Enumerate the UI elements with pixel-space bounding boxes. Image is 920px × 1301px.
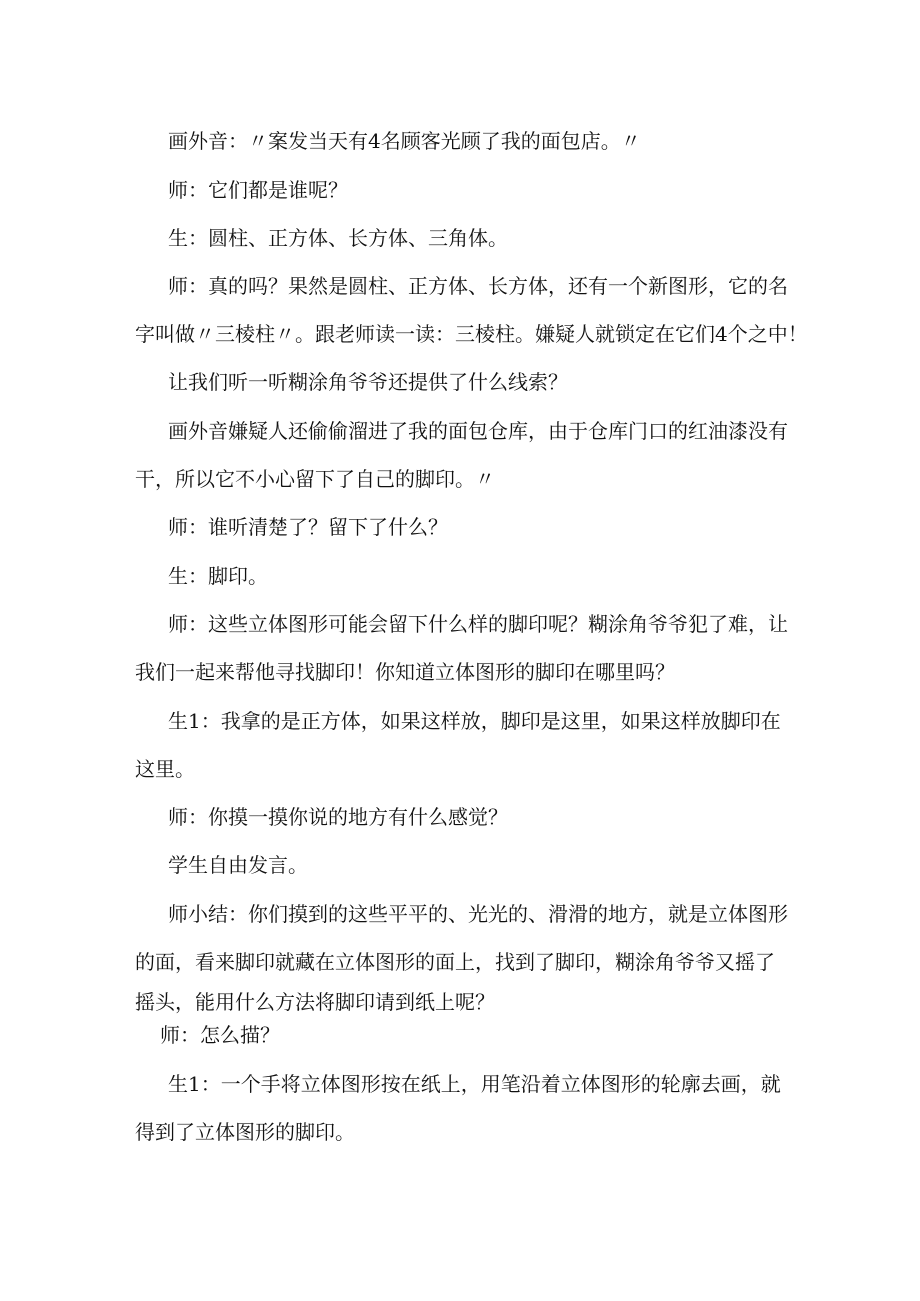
paragraph-narration-warehouse-line2: 干，所以它不小心留下了自己的脚印。〃 [135,467,495,491]
paragraph-student-footprint: 生：脚印。 [168,564,268,588]
paragraph-teacher-heard: 师：谁听清楚了？留下了什么？ [168,515,448,539]
paragraph-student-answer: 生：圆柱、正方体、长方体、三角体。 [168,226,508,250]
paragraph-teacher-prism-line1: 师：真的吗？果然是圆柱、正方体、长方体，还有一个新图形，它的名 [168,274,788,298]
paragraph-student1-trace-line2: 得到了立体图形的脚印。 [135,1120,355,1144]
paragraph-free-speech: 学生自由发言。 [168,853,308,877]
paragraph-teacher-summary-line1: 师小结：你们摸到的这些平平的、光光的、滑滑的地方，就是立体图形 [168,902,788,926]
paragraph-teacher-footprints-line1: 师：这些立体图形可能会留下什么样的脚印呢？糊涂角爷爷犯了难，让 [168,612,788,636]
paragraph-teacher-summary-line3: 摇头，能用什么方法将脚印请到纸上呢？ [135,990,495,1014]
paragraph-teacher-prism-line2: 字叫做〃三棱柱〃。跟老师读一读：三棱柱。嫌疑人就锁定在它们4个之中！ [135,322,808,346]
paragraph-teacher-how-trace: 师：怎么描？ [160,1023,280,1047]
paragraph-teacher-touch: 师：你摸一摸你说的地方有什么感觉？ [168,805,508,829]
paragraph-student1-trace-line1: 生1：一个手将立体图形按在纸上，用笔沿着立体图形的轮廓去画，就 [168,1072,781,1096]
paragraph-student1-cube-line2: 这里。 [135,757,195,781]
paragraph-student1-cube-line1: 生1：我拿的是正方体，如果这样放，脚印是这里，如果这样放脚印在 [168,709,781,733]
paragraph-teacher-question: 师：它们都是谁呢？ [168,178,348,202]
paragraph-clue-prompt: 让我们听一听糊涂角爷爷还提供了什么线索？ [168,370,568,394]
paragraph-teacher-summary-line2: 的面，看来脚印就藏在立体图形的面上，找到了脚印，糊涂角爷爷又摇了 [135,950,775,974]
paragraph-narration-intro: 画外音：〃案发当天有4名顾客光顾了我的面包店。〃 [168,129,641,153]
paragraph-narration-warehouse-line1: 画外音嫌疑人还偷偷溜进了我的面包仓库，由于仓库门口的红油漆没有 [168,419,788,443]
paragraph-teacher-footprints-line2: 我们一起来帮他寻找脚印！你知道立体图形的脚印在哪里吗？ [135,660,675,684]
